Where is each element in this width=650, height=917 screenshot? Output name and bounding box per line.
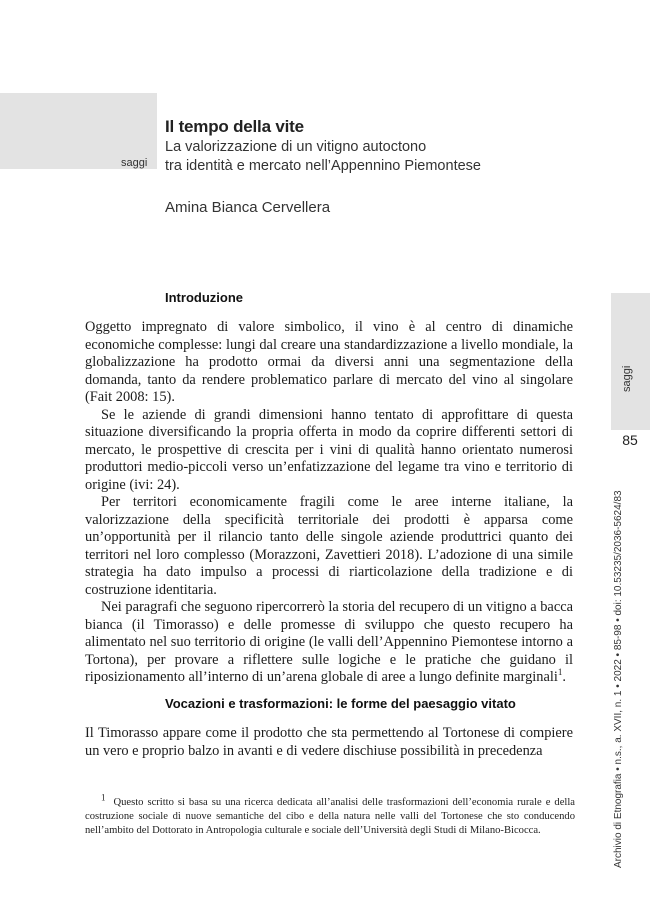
section-label: saggi (121, 157, 148, 169)
section-body-vocazioni (85, 725, 573, 760)
footnote (85, 792, 576, 838)
footnote-reference: 1 (557, 667, 563, 678)
section-heading-vocazioni: Vocazioni e trasformazioni: le forme del paesaggio vitato (165, 696, 516, 711)
footnote-text: Questo scritto si basa su una ricerca dedicata all’analisi delle trasformazioni dell’economia rurale e della costruzione sociale di nuove semantiche del cibo e della natura nelle valli del Tortonese che sto conducendo nell’ambito del Dottorato in Antropologia culturale e sociale dell’Università degli Studi di Milano-Bicocca. (85, 797, 576, 836)
section-heading-introduction: Introduzione (165, 290, 243, 305)
section-label-vertical: saggi (621, 365, 633, 392)
section-body-introduction (85, 319, 573, 687)
paragraph: Per territori economicamente fragili come le aree interne italiane, la valorizzazione della specificità territoriale dei prodotti è apparsa come un’opportunità per il rilancio tanto delle singole aziende produttrici quanto dei territori nel loro complesso (Morazzoni, Zavettieri 2018). L’adozione di una simile strategia ha dato impulso a processi di riarticolazione della tradizione e di costruzione identitaria. (85, 494, 573, 598)
footnote-number: 1 (101, 792, 106, 803)
article-subtitle-line2: tra identità e mercato nell’Appennino Piemontese (165, 158, 481, 174)
paragraph: Il Timorasso appare come il prodotto che sta permettendo al Tortonese di compiere un vero e proprio balzo in avanti e di vedere dischiuse possibilità in precedenza (85, 725, 573, 759)
paragraph: Se le aziende di grandi dimensioni hanno tentato di approfittare di questa situazione diversificando la propria offerta in modo da coprire differenti settori di mercato, le prospettive di crescita per i vini di qualità hanno orientato numerosi produttori medio-piccoli verso un’enfatizzazione del legame tra vino e territorio di origine (ivi: 24). (85, 406, 573, 493)
article-author: Amina Bianca Cervellera (165, 199, 331, 216)
paragraph: Nei paragrafi che seguono ripercorrerò la storia del recupero di un vitigno a bacca bianca (il Timorasso) e delle promesse di sviluppo che questo recupero ha alimentato nel suo territorio di origine (le valli dell’Appennino Piemontese intorno a Tortona), per provare a riflettere sulle logiche e le pratiche che guidano il riposizionamento all’interno di un’arena globale di aree a lungo definite marginali$^1$. (85, 599, 573, 685)
paragraph: Oggetto impregnato di valore simbolico, il vino è al centro di dinamiche economiche complesse: lungi dal creare una standardizzazione a livello mondiale, la globalizzazione ha prodotto ormai da diversi anni una segmentazione della domanda, tanto da rendere problematico parlare di mercato del vino al singolare (Fait 2008: 15). (85, 319, 573, 405)
page-number: 85 (622, 432, 638, 448)
paragraph-text: Nei paragrafi che seguono ripercorrerò la storia del recupero di un vitigno a bacca bianca (il Timorasso) e delle promesse di sviluppo che questo recupero ha alimentato nel suo territorio di origine (le valli dell’Appennino Piemontese intorno a Tortona), per provare a riflettere sulle logiche e le pratiche che guidano il riposizionamento all’interno di un’arena globale di aree a lungo definite marginali (85, 599, 573, 685)
article-subtitle-line1: La valorizzazione di un vitigno autoctono (165, 139, 427, 155)
journal-citation: Archivio di Etnografia • n.s., a. XVII, n. 1 • 2022 • 85-98 • doi: 10.53235/2036-5624/83 (613, 490, 624, 868)
section-tab-right (611, 293, 650, 430)
article-title: Il tempo della vite (165, 117, 304, 136)
